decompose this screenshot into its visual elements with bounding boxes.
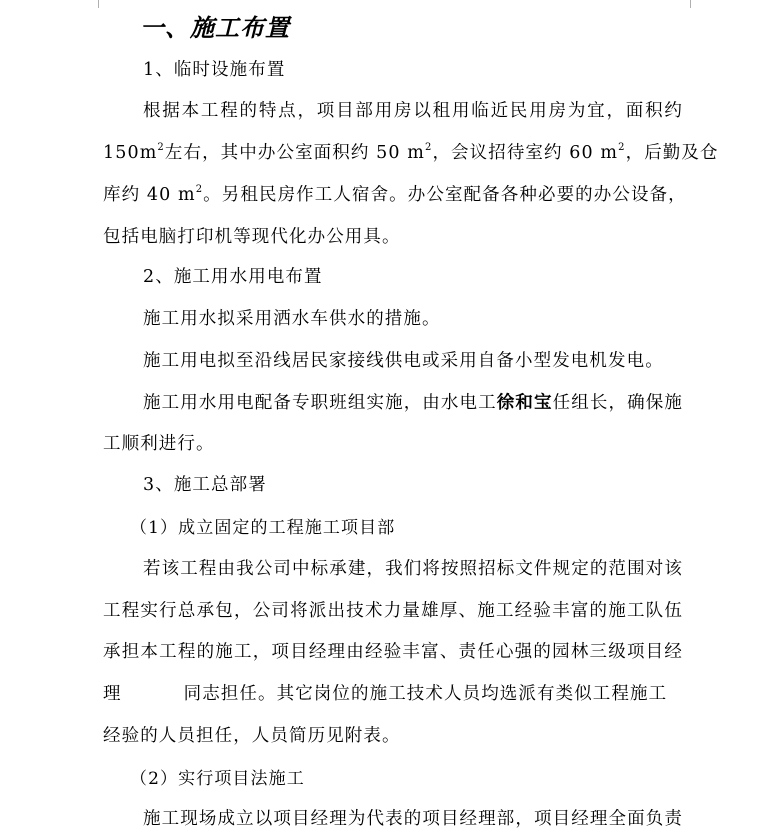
paragraph-line: 若该工程由我公司中标承建，我们将按照招标文件规定的范围对该	[143, 559, 683, 579]
subsection-title-3: 3、施工总部署	[143, 475, 267, 495]
paragraph-line: 施工用电拟至沿线居民家接线供电或采用自备小型发电机发电。	[143, 351, 664, 371]
sub-item-title-2: （2）实行项目法施工	[130, 769, 305, 789]
paragraph-line: 施工用水拟采用洒水车供水的措施。	[143, 309, 441, 329]
paragraph-line: 根据本工程的特点，项目部用房以租用临近民用房为宜，面积约	[143, 101, 683, 121]
person-name: 徐和宝	[496, 393, 553, 413]
page-corner-mark-right	[690, 0, 705, 8]
paragraph-line: 库约 40 $m^2$。另租民房作工人宿舍。办公室配备各种必要的办公设备，	[103, 184, 687, 205]
page-corner-mark-left	[84, 0, 99, 8]
paragraph-line: 包括电脑打印机等现代化办公用具。	[103, 227, 401, 247]
paragraph-line: 经验的人员担任，人员简历见附表。	[103, 726, 401, 746]
sub-item-title-1: （1）成立固定的工程施工项目部	[130, 518, 396, 538]
paragraph-line: $150m^2$左右，其中办公室面积约 50 $m^2$，会议招待室约 60 $m^2$，后勤及仓	[103, 142, 719, 163]
paragraph-line: 施工用水用电配备专职班组实施，由水电工徐和宝任组长，确保施	[143, 393, 683, 413]
subsection-title-1: 1、临时设施布置	[143, 60, 286, 80]
section-heading: 一、施工布置	[140, 14, 290, 42]
subsection-title-2: 2、施工用水用电布置	[143, 267, 323, 287]
paragraph-line: 施工现场成立以项目经理为代表的项目经理部，项目经理全面负责	[143, 809, 683, 829]
paragraph-line: 工程实行总承包，公司将派出技术力量雄厚、施工经验丰富的施工队伍	[103, 601, 683, 621]
paragraph-line: 承担本工程的施工，项目经理由经验丰富、责任心强的园林三级项目经	[103, 642, 683, 662]
paragraph-line: 理 同志担任。其它岗位的施工技术人员均选派有类似工程施工	[103, 684, 668, 704]
paragraph-line: 工顺利进行。	[103, 434, 215, 454]
